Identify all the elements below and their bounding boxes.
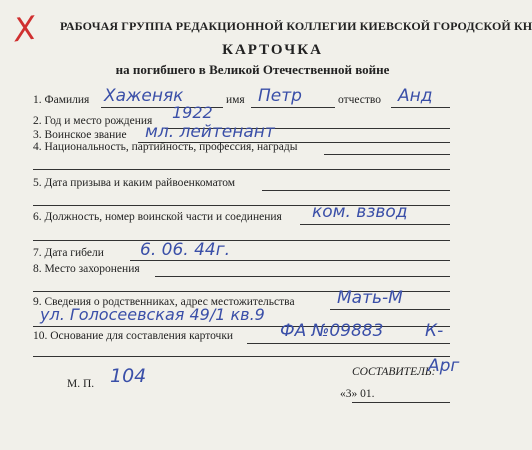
rank-value: мл. лейтенант <box>145 122 275 142</box>
card-subtitle: на погибшего в Великой Отечественной войне <box>115 62 390 77</box>
birth-label: 2. Год и место рождения <box>33 115 153 127</box>
mp-label: М. П. <box>67 378 95 390</box>
nationality-line-2 <box>33 169 450 170</box>
draft-label: 5. Дата призыва и каким райвоенкоматом <box>33 177 236 189</box>
draft-line-1 <box>262 190 450 191</box>
death-date-value: 6. 06. 44г. <box>140 240 231 260</box>
rank-label: 3. Воинское звание <box>33 129 127 141</box>
surname-label: 1. Фамилия <box>33 94 90 106</box>
compile-date: «3» 01. <box>340 388 375 400</box>
compile-date-line <box>352 402 450 403</box>
basis-line-2 <box>33 356 450 357</box>
patronymic-line <box>391 107 450 108</box>
card-title: КАРТОЧКА <box>222 42 323 58</box>
relatives-label: 9. Сведения о родственниках, адрес местожительства <box>33 296 295 308</box>
patronymic-value: Анд <box>398 86 433 106</box>
position-label: 6. Должность, номер воинской части и соединения <box>33 211 282 223</box>
relatives-value-1: Мать-М <box>337 288 403 308</box>
compiler-label: СОСТАВИТЕЛЬ: <box>352 366 436 378</box>
relatives-line-1 <box>330 309 450 310</box>
card-header: РАБОЧАЯ ГРУППА РЕДАКЦИОННОЙ КОЛЛЕГИИ КИЕВСКОЙ ГОРОДСКОЙ КН <box>60 19 532 33</box>
basis-label: 10. Основание для составления карточки <box>33 330 234 342</box>
position-line-1 <box>300 224 450 225</box>
relatives-value-2: ул. Голосеевская 49/1 кв.9 <box>40 305 265 324</box>
basis-line <box>247 343 450 344</box>
relatives-line-2 <box>33 326 450 327</box>
mp-number: 104 <box>110 365 147 387</box>
name-line <box>251 107 335 108</box>
position-value: ком. взвод <box>312 202 408 222</box>
red-x-mark: X <box>11 8 39 50</box>
name-value: Петр <box>258 86 302 106</box>
basis-value-tail: К- <box>425 321 444 341</box>
death-date-label: 7. Дата гибели <box>33 247 104 259</box>
death-date-line <box>130 260 450 261</box>
surname-value: Хаженяк <box>104 86 184 106</box>
burial-label: 8. Место захоронения <box>33 263 140 275</box>
burial-line-1 <box>155 276 450 277</box>
nationality-label: 4. Национальность, партийность, профессия, награды <box>33 141 298 153</box>
nationality-line-1 <box>324 154 450 155</box>
birth-value: 1922 <box>172 103 213 122</box>
patronymic-label: отчество <box>338 94 382 106</box>
compiler-signature: Арг <box>428 356 460 376</box>
basis-value: ФА №09883 <box>280 321 384 341</box>
position-line-2 <box>33 240 450 241</box>
name-label: имя <box>226 94 245 106</box>
